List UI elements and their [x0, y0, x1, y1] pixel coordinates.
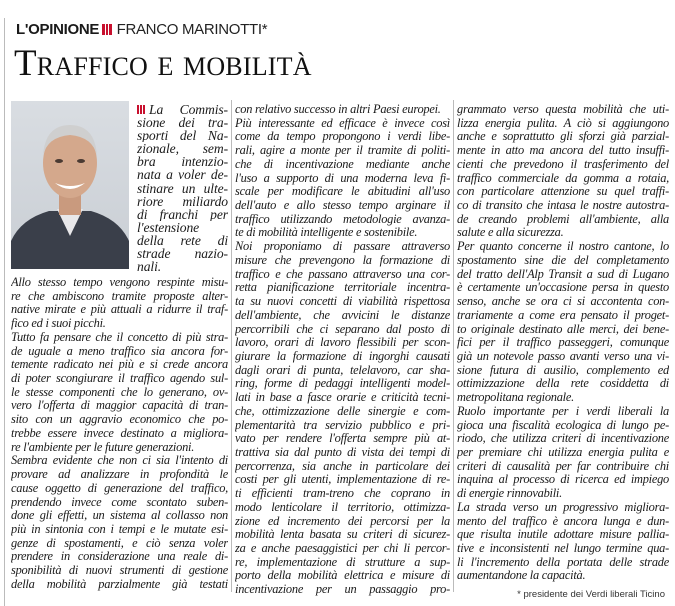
- text-line: senso, anche se ora ci si accontenta con-: [457, 295, 669, 309]
- text-line: l'uso a supporto di una moderna leva fi-: [235, 171, 450, 185]
- paragraph: [457, 405, 669, 501]
- text-line: sito con un aggravio economico che po-: [11, 413, 228, 427]
- paragraph: [235, 117, 450, 240]
- text-line: sione dei tra-: [137, 116, 228, 130]
- column-divider: [453, 100, 454, 592]
- text-line: lati in base a fasce orarie e criticità tecni-: [235, 391, 450, 405]
- text-line: incentivazione per un passaggio pro-: [235, 583, 450, 597]
- text-line: più in sintonia con i tempi e le mutate esi-: [11, 522, 228, 536]
- text-line: dell'ambiente, che avvicini le distanze: [235, 308, 450, 322]
- text-line: cause oggetto di generazione del traffico,: [11, 481, 228, 495]
- text-line: del tratto dell'Alp Transit a sud di Lugano: [457, 267, 669, 281]
- text-line: è certamente un'occasione persa in questo: [457, 281, 669, 295]
- text-line: come da tempo propongono i verdi libe-: [235, 130, 450, 144]
- text-line: traffico commerciale da gomma a rotaia,: [457, 171, 669, 185]
- text-line: mobilità lenta basata su criteri di sicurez-: [235, 528, 450, 542]
- text-line: re, implementazione di strutture a sup-: [235, 555, 450, 569]
- text-line: vero l'offerta di maggior capacità di tran-: [11, 399, 228, 413]
- article-title: Traffico e mobilità: [14, 43, 312, 84]
- footnote: * presidente dei Verdi liberali Ticino: [517, 589, 665, 600]
- text-line: per premiare chi utilizza energia pulita e: [457, 445, 669, 459]
- text-line: vato per rendere l'offerta sempre più at-: [235, 432, 450, 446]
- text-line: co di transito che intasa le nostre autostra-: [457, 199, 669, 213]
- column-2: [235, 103, 450, 597]
- text-line: Tutto fa pensare che il concetto di più stra-: [11, 330, 228, 344]
- text-line: spostamento sine die del completamento: [457, 253, 669, 267]
- text-line: inquina al processo di ricerca ed impiego: [457, 473, 669, 487]
- text-line: trariamente a come era pensato il proget-: [457, 308, 669, 322]
- text-line: nali.: [137, 260, 162, 274]
- text-line: ta su nuovi concetti di viabilità rispettosa: [235, 295, 450, 309]
- author-photo: [11, 101, 129, 269]
- paragraph: [235, 240, 450, 597]
- text-line: anche e soprattutto gli sforzi già parzial-: [457, 130, 669, 144]
- text-line: rali, agire a monte per il tramite di politi-: [235, 144, 450, 158]
- text-line: provare ad analizzare in profondità le: [11, 468, 228, 482]
- text-line: fici per il traffico passeggeri, comunque: [457, 336, 669, 350]
- text-line: de uguale a meno traffico sia ancora for-: [11, 344, 228, 358]
- section-label: L'OPINIONE: [16, 21, 100, 38]
- text-line: za e anche paesaggistici per chi li percor-: [235, 542, 450, 555]
- text-line: prendendo invece come scontato suben-: [11, 495, 228, 509]
- red-bars-icon: [137, 103, 146, 116]
- text-line: percorribili che ci separano dal posto di: [235, 322, 450, 336]
- text-line: tive e inconsistenti nel lungo termine qua-: [457, 542, 669, 555]
- kicker: [16, 21, 267, 39]
- column-1: [11, 276, 228, 592]
- text-line: ottimizzazione della rete cosiddetta di: [457, 377, 669, 391]
- text-line: Per quanto concerne il nostro cantone, lo: [457, 240, 669, 254]
- text-line: gioca una fiscalità ecologica di lungo pe-: [457, 418, 669, 432]
- text-line: ti efficienti tram-treno che coprano in: [235, 487, 450, 501]
- text-line: della rete di: [137, 233, 228, 248]
- author-name: FRANCO MARINOTTI*: [116, 21, 268, 38]
- text-line: dell'auto e allo stesso tempo arginare il: [235, 199, 450, 213]
- text-line: sione futura di ausilio, complemento ed: [457, 363, 669, 377]
- text-line: done gli effetti, un sistema al collasso non: [11, 509, 228, 523]
- text-line: Noi proponiamo di passare attraverso: [235, 240, 450, 254]
- text-line: strade nazio-: [137, 247, 228, 261]
- text-line: zionale, sem-: [137, 142, 228, 156]
- text-line: riore miliardo: [137, 194, 228, 208]
- text-line: fico ed i suoi picchi.: [11, 317, 106, 331]
- text-line: Più interessante ed efficace è invece così: [235, 116, 450, 130]
- text-line: salute e alla sicurezza.: [457, 226, 564, 240]
- text-line: bra intenzio-: [137, 155, 228, 169]
- text-line: native mirate e più attuali a ridurre il traf-: [11, 303, 228, 317]
- text-line: Sembra evidente che non ci sia l'intento di: [11, 454, 228, 468]
- text-line: che di incentivazione mediante anche: [235, 157, 450, 171]
- paragraph: [11, 276, 228, 331]
- text-line: prendere in considerazione una reale di-: [11, 550, 228, 564]
- column-divider: [231, 100, 232, 592]
- paragraph: [11, 331, 228, 454]
- text-line: lizza energia pulita. A ciò si aggiungono: [457, 116, 669, 130]
- text-line: nata a voler de-: [137, 168, 228, 182]
- text-line: modo lenticolare il territorio, ottimizza-: [235, 500, 450, 514]
- column-3: [457, 103, 669, 583]
- paragraph: [457, 103, 669, 240]
- text-line: l'estensione: [137, 220, 200, 234]
- portrait-icon: [11, 101, 129, 269]
- text-line: aumentandone la capacità.: [457, 569, 586, 583]
- text-line: to originale destinato alle merci, dei bene-: [457, 322, 669, 336]
- text-line: traffico utilizzando metodologie avanza-: [235, 212, 450, 226]
- text-line: di poter scongiurare il traffico agendo sul-: [11, 372, 228, 386]
- paragraph: [457, 240, 669, 405]
- text-line: le stesse componenti che lo generano, ov-: [11, 385, 228, 399]
- text-line: cienti che prevedono il trasferimento del: [457, 157, 669, 171]
- text-line: scale per modificare le abitudini all'uso: [235, 185, 450, 199]
- text-line: con relativo successo in altri Paesi europei.: [235, 103, 441, 116]
- text-line: mente in atto ma ancora del tutto insuffi-: [457, 144, 669, 158]
- text-line: que risulta inutile adottare misure pallia-: [457, 528, 669, 542]
- text-line: zione ed incremento dei percorsi per la: [235, 514, 450, 528]
- text-line: lavoro, orari di lavoro flessibili per scon-: [235, 336, 450, 350]
- text-line: sponibilità di nuovi strumenti di gestione: [11, 564, 228, 578]
- text-line: mento del traffico è ancora lunga e dun-: [457, 514, 669, 528]
- text-line: riodo, che utilizza criteri di incentivazione: [457, 432, 669, 446]
- intro-column: [137, 103, 228, 273]
- red-bars-icon: [102, 22, 113, 39]
- text-line: porto della mobilità elettrica e misure di: [235, 569, 450, 583]
- text-line: già un notevole passo avanti verso una vi-: [457, 349, 669, 363]
- paragraph: [235, 103, 450, 117]
- text-line: traffico e che passano attraverso una cor-: [235, 267, 450, 281]
- text-line: [137, 103, 228, 116]
- text-line: della mobilità parzialmente già testati: [11, 577, 228, 591]
- text-line: retta pianificazione territoriale incentra-: [235, 281, 450, 295]
- text-line: che, ottimizzazione delle sinergie e com-: [235, 404, 450, 418]
- text-line: dagli orari di punta, telelavoro, car sha-: [235, 363, 450, 377]
- text-line: La strada verso un progressivo migliora-: [457, 500, 669, 514]
- text-line: giurare la formazione di ingorghi causati: [235, 349, 450, 363]
- text-line: stinare un ulte-: [137, 181, 228, 195]
- text-line: te di mobilità intelligente e sostenibile.: [235, 226, 418, 240]
- text-line: criteri di causalità per far contribuire chi: [457, 459, 669, 473]
- text-line: genze di spostamenti, e ciò senza voler: [11, 536, 228, 550]
- text-line: trebbe essere invece destinato a migliora-: [11, 426, 228, 440]
- text-line: li l'incremento della portata delle strade: [457, 555, 669, 569]
- text-line: con particolare attenzione su quel traffi-: [457, 185, 669, 199]
- text-line: de creando problemi all'ambiente, alla: [457, 212, 669, 226]
- text-line: sporti del Na-: [137, 129, 228, 143]
- text-line: trattiva sia dal punto di vista dei tempi di: [235, 445, 450, 459]
- paragraph: [11, 454, 228, 591]
- text-line: Allo stesso tempo vengono respinte misu-: [11, 276, 228, 289]
- text-line: grammato verso questa mobilità che uti-: [457, 103, 669, 116]
- paragraph: [457, 501, 669, 583]
- text-line: plementarità tra servizio pubblico e pri-: [235, 418, 450, 432]
- text-line: Ruolo importante per i verdi liberali la: [457, 404, 669, 418]
- text-line: re l'ambiente per le future generazioni.: [11, 440, 195, 454]
- text-line: re che ambiscono tramite proposte alter-: [11, 289, 228, 303]
- text-line: costi per gli utenti, implementazione di re-: [235, 473, 450, 487]
- text-line: temente radicato nei più e si crede ancora: [11, 358, 228, 372]
- text-line: di energie rinnovabili.: [457, 487, 562, 501]
- left-border-rule: [4, 18, 5, 606]
- text-line: di franchi per: [137, 207, 228, 221]
- text-line: ring, forme di pedaggi intelligenti model-: [235, 377, 450, 391]
- text-line: metropolitana regionale.: [457, 391, 574, 405]
- text-line: percorrenza, sia anche in particolare dei: [235, 459, 450, 473]
- text-line: misure che prevengono la formazione di: [235, 253, 450, 267]
- intro-text: La Commis-: [149, 103, 228, 117]
